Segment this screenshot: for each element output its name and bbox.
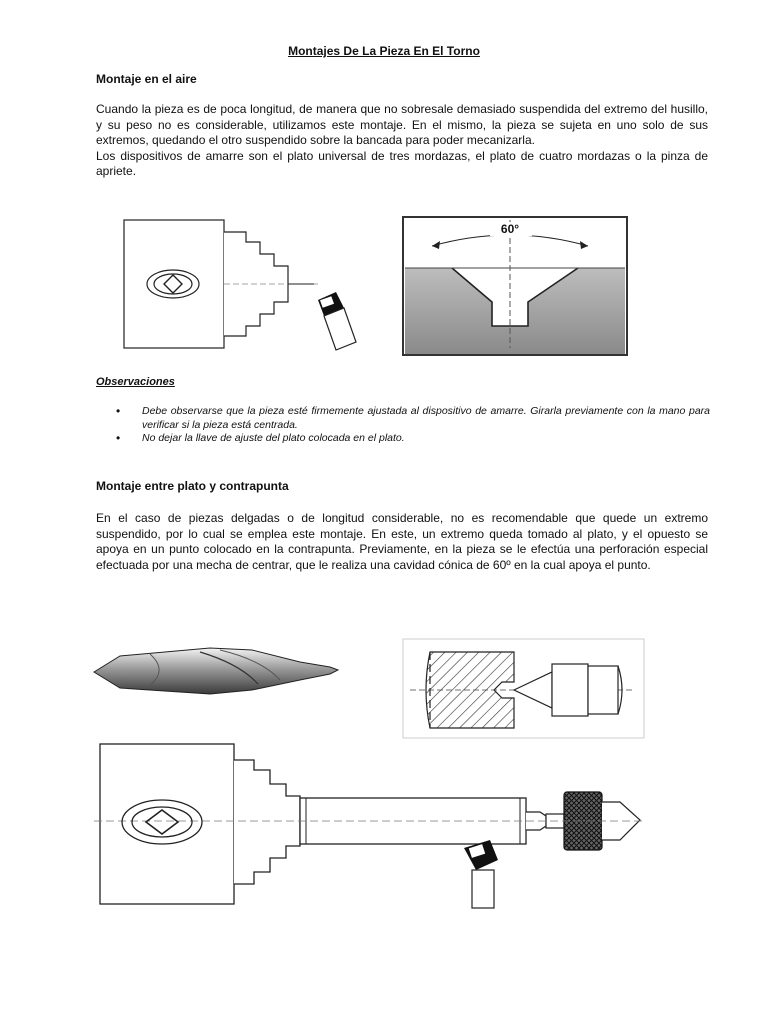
observation-text: No dejar la llave de ajuste del plato colocada en el plato. — [142, 432, 405, 444]
section1-text — [96, 102, 708, 180]
chuck-air-mount-figure — [118, 212, 368, 352]
center-support-detail-figure — [402, 638, 646, 740]
bullet-icon: • — [116, 404, 121, 418]
center-drill-figure — [90, 634, 342, 706]
chuck-tailstock-assembly-figure — [94, 738, 648, 910]
section-heading-plato-contrapunta: Montaje entre plato y contrapunta — [96, 479, 289, 493]
observation-item — [116, 405, 710, 432]
page-title: Montajes De La Pieza En El Torno — [288, 44, 480, 58]
section2-text — [96, 511, 708, 573]
center-hole-60-figure — [402, 216, 632, 358]
observations-title: Observaciones — [96, 376, 175, 388]
angle-label: 60° — [500, 222, 520, 236]
section2-paragraph: En el caso de piezas delgadas o de longitud considerable, no es recomendable que quede un extremo suspendido, por lo cual se emplea este montaje. En este, un extremo queda tomado al plato, y el opuesto se apoya en un punto colocado en la contrapunta. Previamente, en la pieza se le efectúa una perforación especial efectuada por una mecha de centrar, que le realiza una cavidad cónica de 60º en la cual apoya el punto. — [96, 511, 708, 572]
observations-list — [116, 405, 710, 446]
section-heading-montaje-aire: Montaje en el aire — [96, 72, 197, 86]
section1-paragraph-1: Cuando la pieza es de poca longitud, de manera que no sobresale demasiado suspendida del extremo del husillo, y su peso no es considerable, utilizamos este montaje. En el mismo, la pieza se sujeta en uno solo de sus extremos, quedando el otro suspendido sobre la bancada para poder mecanizarla. — [96, 102, 708, 147]
observation-item — [116, 432, 710, 446]
observation-text: Debe observarse que la pieza esté firmemente ajustada al dispositivo de amarre. Girarla previamente con la mano para verificar si la pieza está centrada. — [142, 405, 710, 431]
section1-paragraph-2: Los dispositivos de amarre son el plato universal de tres mordazas, el plato de cuatro mordazas o la pinza de apriete. — [96, 148, 708, 178]
bullet-icon: • — [116, 431, 121, 445]
